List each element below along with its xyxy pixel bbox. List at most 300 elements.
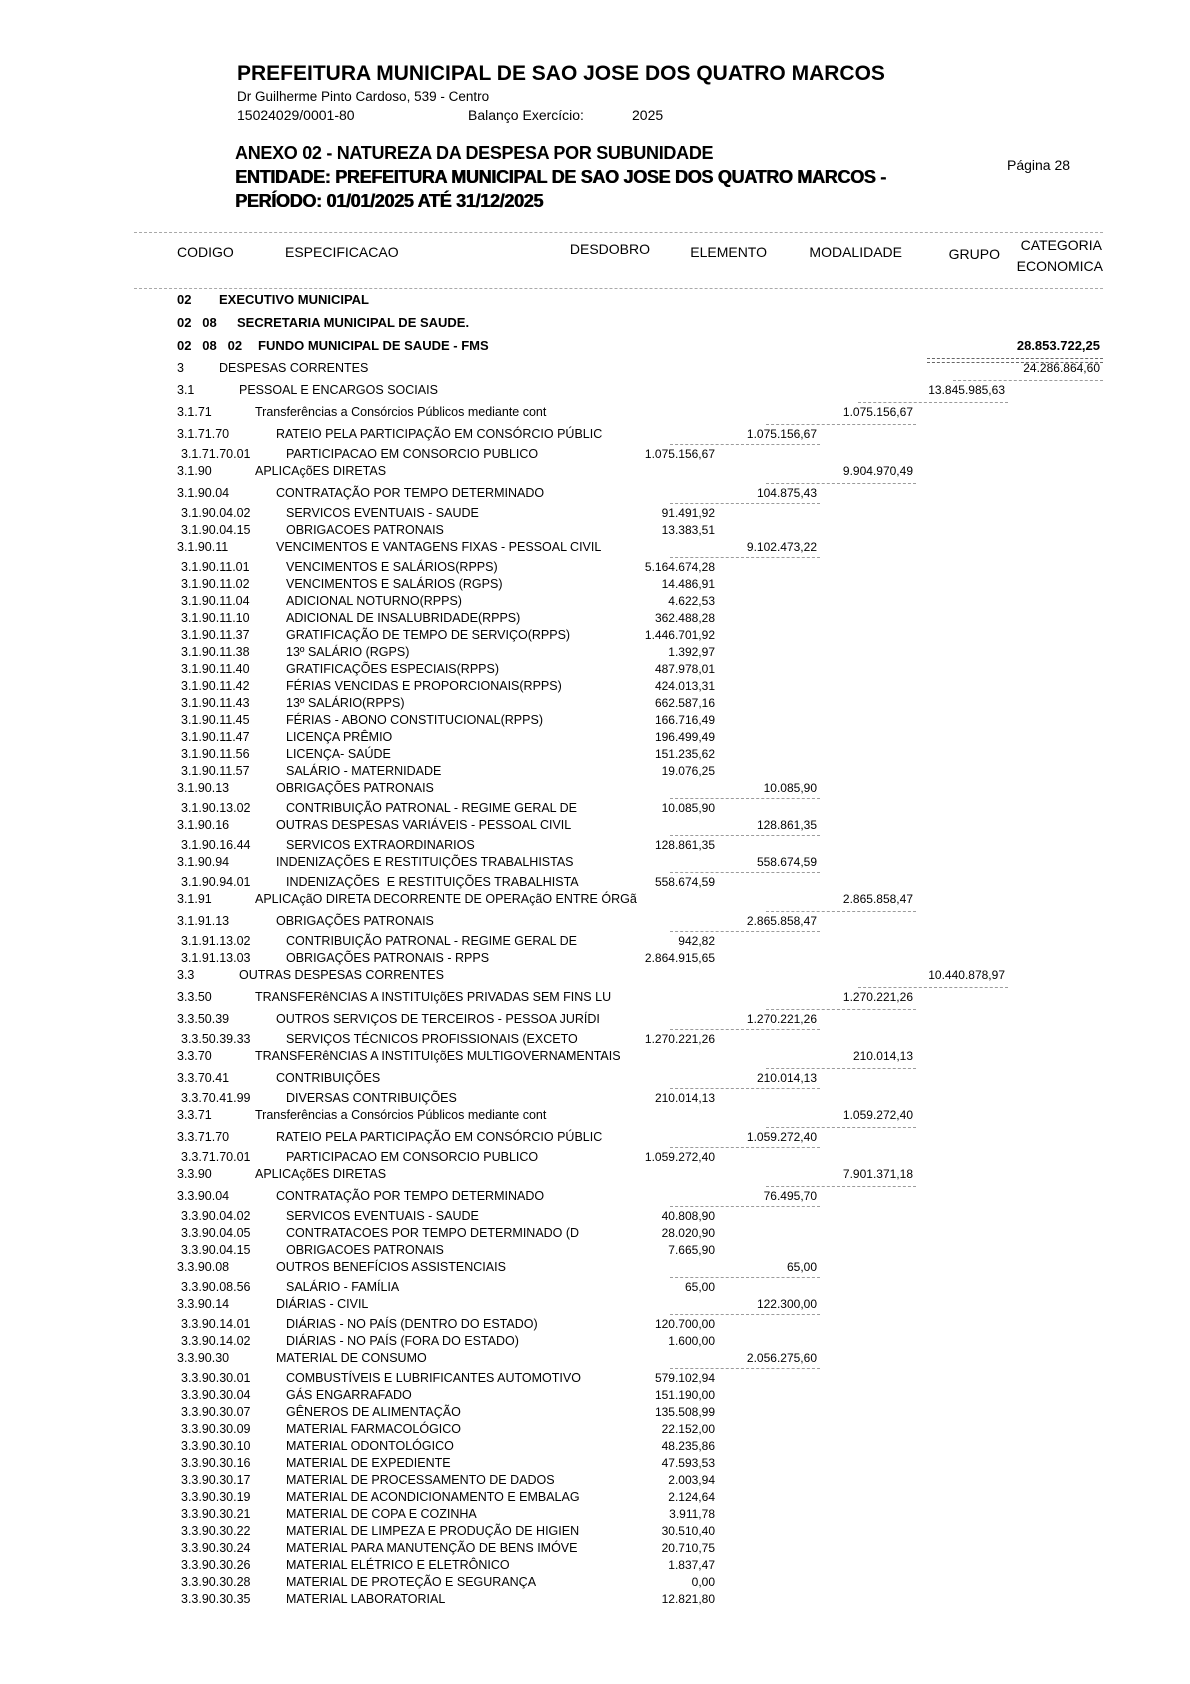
table-row bbox=[0, 838, 1190, 855]
row-value-desdobro: 10.085,90 bbox=[661, 801, 715, 815]
table-row bbox=[0, 990, 1190, 1012]
subtotal-rule bbox=[766, 1009, 916, 1010]
table-row bbox=[0, 1297, 1190, 1317]
row-value-desdobro: 942,82 bbox=[678, 934, 715, 948]
row-code: 3.3.70 bbox=[177, 1049, 212, 1063]
row-code: 3.3.90.30.07 bbox=[181, 1405, 251, 1419]
row-label: OBRIGACOES PATRONAIS bbox=[286, 523, 444, 537]
subtotal-rule bbox=[670, 835, 820, 836]
row-value-desdobro: 1.392,97 bbox=[668, 645, 715, 659]
row-value-desdobro: 135.508,99 bbox=[654, 1405, 715, 1419]
row-label: MATERIAL DE PROCESSAMENTO DE DADOS bbox=[286, 1473, 555, 1487]
table-row bbox=[0, 1260, 1190, 1280]
row-label: SECRETARIA MUNICIPAL DE SAUDE. bbox=[237, 315, 470, 330]
row-label: MATERIAL LABORATORIAL bbox=[286, 1592, 446, 1606]
row-label: EXECUTIVO MUNICIPAL bbox=[219, 292, 369, 307]
subtotal-rule bbox=[766, 1186, 916, 1187]
table-row bbox=[0, 1317, 1190, 1334]
row-code: 3.1.90.11.45 bbox=[181, 713, 250, 727]
row-value-elemento: 558.674,59 bbox=[756, 855, 817, 869]
subtotal-rule bbox=[670, 1206, 820, 1207]
annex-title: ANEXO 02 - NATUREZA DA DESPESA POR SUBUNIDADE bbox=[235, 143, 714, 163]
row-label: MATERIAL ODONTOLÓGICO bbox=[286, 1439, 454, 1453]
subtotal-rule bbox=[670, 557, 820, 558]
row-label: DIÁRIAS - CIVIL bbox=[276, 1297, 369, 1311]
row-label: CONTRIBUIÇÃO PATRONAL - REGIME GERAL DE bbox=[286, 801, 578, 815]
row-value-desdobro: 22.152,00 bbox=[661, 1422, 715, 1436]
subtotal-rule bbox=[670, 444, 820, 445]
table-row bbox=[0, 1150, 1190, 1167]
table-row bbox=[0, 292, 1190, 315]
row-value-desdobro: 4.622,53 bbox=[668, 594, 715, 608]
balance-exercise-label: Balanço Exercício: bbox=[468, 107, 584, 123]
table-row bbox=[0, 1091, 1190, 1108]
subtotal-rule bbox=[670, 1314, 820, 1315]
row-code: 3.3.90.14.01 bbox=[181, 1317, 251, 1331]
table-row bbox=[0, 1226, 1190, 1243]
table-row bbox=[0, 506, 1190, 523]
table-row bbox=[0, 338, 1190, 361]
row-label: Transferências a Consórcios Públicos mediante cont bbox=[255, 1108, 547, 1122]
row-value-desdobro: 19.076,25 bbox=[661, 764, 715, 778]
row-label: CONTRIBUIÇÕES bbox=[276, 1071, 381, 1085]
row-code: 3.3.70.41.99 bbox=[181, 1091, 251, 1105]
table-row bbox=[0, 427, 1190, 447]
row-label: CONTRIBUIÇÃO PATRONAL - REGIME GERAL DE bbox=[286, 934, 578, 948]
row-code: 3.1.90.94 bbox=[177, 855, 230, 869]
row-value-elemento: 1.270.221,26 bbox=[746, 1012, 817, 1026]
row-label: CONTRATACOES POR TEMPO DETERMINADO (D bbox=[286, 1226, 580, 1240]
table-row bbox=[0, 383, 1190, 405]
row-code: 3.1.90.04 bbox=[177, 486, 230, 500]
row-code: 3.3.90.30.04 bbox=[181, 1388, 251, 1402]
row-label: FÉRIAS VENCIDAS E PROPORCIONAIS(RPPS) bbox=[286, 679, 562, 693]
subtotal-rule bbox=[766, 424, 916, 425]
row-label: DIVERSAS CONTRIBUIÇÕES bbox=[286, 1091, 457, 1105]
row-label: OBRIGACOES PATRONAIS bbox=[286, 1243, 444, 1257]
row-code: 3.3.90.30.21 bbox=[181, 1507, 251, 1521]
subtotal-rule bbox=[670, 931, 820, 932]
row-label: APLICAçõES DIRETAS bbox=[255, 1167, 387, 1181]
row-code: 3.1.90.11.42 bbox=[181, 679, 250, 693]
table-row bbox=[0, 645, 1190, 662]
column-header-codigo: CODIGO bbox=[177, 244, 234, 260]
subtotal-rule bbox=[766, 1127, 916, 1128]
table-row bbox=[0, 1130, 1190, 1150]
row-value-desdobro: 30.510,40 bbox=[661, 1524, 715, 1538]
row-value-desdobro: 1.270.221,26 bbox=[644, 1032, 715, 1046]
row-value-desdobro: 48.235,86 bbox=[661, 1439, 715, 1453]
row-label: ADICIONAL DE INSALUBRIDADE(RPPS) bbox=[286, 611, 521, 625]
row-code: 3.3.90.30.10 bbox=[181, 1439, 251, 1453]
table-row bbox=[0, 1541, 1190, 1558]
table-row bbox=[0, 1439, 1190, 1456]
table-row bbox=[0, 540, 1190, 560]
row-code: 3.1.90.16 bbox=[177, 818, 230, 832]
row-value-desdobro: 2.124,64 bbox=[668, 1490, 715, 1504]
row-label: APLICAçõES DIRETAS bbox=[255, 464, 387, 478]
row-label: LICENÇA- SAÚDE bbox=[286, 747, 391, 761]
row-code: 3.1.90.04.02 bbox=[181, 506, 251, 520]
row-label: SERVICOS EXTRAORDINARIOS bbox=[286, 838, 475, 852]
row-label: OUTRAS DESPESAS VARIÁVEIS - PESSOAL CIVIL bbox=[276, 818, 572, 832]
row-label: GÊNEROS DE ALIMENTAÇÃO bbox=[286, 1405, 461, 1419]
column-header-desdobro: DESDOBRO bbox=[569, 241, 650, 257]
table-row bbox=[0, 1388, 1190, 1405]
row-label: GRATIFICAÇÕES ESPECIAIS(RPPS) bbox=[286, 662, 500, 676]
table-row bbox=[0, 892, 1190, 914]
row-label: RATEIO PELA PARTICIPAÇÃO EM CONSÓRCIO PÚBLIC bbox=[276, 1130, 603, 1144]
row-value-desdobro: 2.003,94 bbox=[668, 1473, 715, 1487]
row-value-desdobro: 487.978,01 bbox=[654, 662, 715, 676]
table-row bbox=[0, 560, 1190, 577]
table-row bbox=[0, 764, 1190, 781]
row-label: VENCIMENTOS E SALÁRIOS (RGPS) bbox=[286, 577, 503, 591]
row-label: APLICAçãO DIRETA DECORRENTE DE OPERAçãO ENTRE ÓRGã bbox=[255, 892, 637, 906]
row-value-elemento: 9.102.473,22 bbox=[746, 540, 817, 554]
row-label: PARTICIPACAO EM CONSORCIO PUBLICO bbox=[286, 1150, 539, 1164]
table-row bbox=[0, 405, 1190, 427]
row-value-desdobro: 1.446.701,92 bbox=[644, 628, 715, 642]
table-row bbox=[0, 875, 1190, 892]
row-value-desdobro: 128.861,35 bbox=[654, 838, 715, 852]
row-value-desdobro: 1.837,47 bbox=[668, 1558, 715, 1572]
row-code: 3.1.91.13.02 bbox=[181, 934, 251, 948]
table-row bbox=[0, 696, 1190, 713]
page-number: Página 28 bbox=[1007, 157, 1071, 173]
table-row bbox=[0, 1243, 1190, 1260]
table-row bbox=[0, 1167, 1190, 1189]
row-code: 3.3.90.14 bbox=[177, 1297, 230, 1311]
row-value-desdobro: 5.164.674,28 bbox=[644, 560, 715, 574]
row-label: COMBUSTÍVEIS E LUBRIFICANTES AUTOMOTIVO bbox=[286, 1371, 581, 1385]
row-code: 3.1.90.11.57 bbox=[181, 764, 250, 778]
row-code: 3.1.71.70.01 bbox=[181, 447, 251, 461]
row-code: 3.3.90.14.02 bbox=[181, 1334, 251, 1348]
row-label: MATERIAL DE CONSUMO bbox=[276, 1351, 427, 1365]
table-row bbox=[0, 1012, 1190, 1032]
table-row bbox=[0, 1209, 1190, 1226]
row-label: MATERIAL DE EXPEDIENTE bbox=[286, 1456, 451, 1470]
table-row bbox=[0, 611, 1190, 628]
row-code: 3.1.90.04.15 bbox=[181, 523, 251, 537]
row-label: MATERIAL DE COPA E COZINHA bbox=[286, 1507, 477, 1521]
row-value-desdobro: 3.911,78 bbox=[669, 1507, 715, 1521]
row-code: 3.1.90.11.40 bbox=[181, 662, 250, 676]
row-label: Transferências a Consórcios Públicos mediante cont bbox=[255, 405, 547, 419]
row-value-desdobro: 40.808,90 bbox=[661, 1209, 715, 1223]
row-label: OBRIGAÇÕES PATRONAIS bbox=[276, 914, 434, 928]
row-value-desdobro: 166.716,49 bbox=[654, 713, 715, 727]
row-code: 3.3.71.70.01 bbox=[181, 1150, 251, 1164]
row-value-desdobro: 151.235,62 bbox=[654, 747, 715, 761]
row-code: 3.3.90.30.01 bbox=[181, 1371, 251, 1385]
row-value-desdobro: 210.014,13 bbox=[654, 1091, 715, 1105]
row-code: 3.3.90.08.56 bbox=[181, 1280, 251, 1294]
row-label: SERVICOS EVENTUAIS - SAUDE bbox=[286, 506, 479, 520]
row-code: 3.3.90.30.28 bbox=[181, 1575, 251, 1589]
row-code: 3.3.90.30.09 bbox=[181, 1422, 251, 1436]
table-row bbox=[0, 1351, 1190, 1371]
row-value-desdobro: 65,00 bbox=[684, 1280, 715, 1294]
table-row bbox=[0, 1507, 1190, 1524]
row-value-elemento: 122.300,00 bbox=[756, 1297, 817, 1311]
table-row bbox=[0, 628, 1190, 645]
row-label: FÉRIAS - ABONO CONSTITUCIONAL(RPPS) bbox=[286, 713, 543, 727]
row-code: 3.3.90.30.24 bbox=[181, 1541, 251, 1555]
table-row bbox=[0, 1473, 1190, 1490]
row-code: 3.1.90.11.37 bbox=[181, 628, 250, 642]
row-code: 3.3.90.08 bbox=[177, 1260, 230, 1274]
row-value-desdobro: 7.665,90 bbox=[668, 1243, 715, 1257]
row-label: MATERIAL DE ACONDICIONAMENTO E EMBALAG bbox=[286, 1490, 580, 1504]
table-row bbox=[0, 1280, 1190, 1297]
table-row bbox=[0, 730, 1190, 747]
row-value-desdobro: 362.488,28 bbox=[654, 611, 715, 625]
table-row bbox=[0, 1405, 1190, 1422]
row-label: FUNDO MUNICIPAL DE SAUDE - FMS bbox=[258, 338, 489, 353]
row-label: DIÁRIAS - NO PAÍS (DENTRO DO ESTADO) bbox=[286, 1317, 538, 1331]
table-row bbox=[0, 1575, 1190, 1592]
row-label: VENCIMENTOS E SALÁRIOS(RPPS) bbox=[286, 560, 498, 574]
row-label: MATERIAL DE PROTEÇÃO E SEGURANÇA bbox=[286, 1575, 537, 1589]
row-value-modalidade: 1.059.272,40 bbox=[842, 1108, 913, 1122]
subtotal-rule bbox=[670, 1277, 820, 1278]
row-code: 3.1.90 bbox=[177, 464, 212, 478]
row-code: 3.3.90.04 bbox=[177, 1189, 230, 1203]
row-label: MATERIAL FARMACOLÓGICO bbox=[286, 1422, 462, 1436]
table-row bbox=[0, 1032, 1190, 1049]
row-value-grupo: 13.845.985,63 bbox=[928, 383, 1005, 397]
column-header-grupo: GRUPO bbox=[948, 246, 1000, 262]
row-code: 02 08 bbox=[177, 315, 217, 330]
row-value-desdobro: 579.102,94 bbox=[654, 1371, 715, 1385]
subtotal-rule bbox=[766, 483, 916, 484]
table-row bbox=[0, 577, 1190, 594]
subtotal-rule bbox=[670, 798, 820, 799]
subtotal-rule bbox=[858, 402, 1008, 403]
entity-line: ENTIDADE: PREFEITURA MUNICIPAL DE SAO JOSE DOS QUATRO MARCOS - bbox=[235, 167, 886, 187]
row-code: 3.3.90.04.05 bbox=[181, 1226, 251, 1240]
row-value-desdobro: 196.499,49 bbox=[654, 730, 715, 744]
table-row bbox=[0, 1490, 1190, 1507]
table-row bbox=[0, 951, 1190, 968]
row-code: 3.3.50.39.33 bbox=[181, 1032, 251, 1046]
row-label: SALÁRIO - MATERNIDADE bbox=[286, 764, 442, 778]
row-value-desdobro: 1.600,00 bbox=[668, 1334, 715, 1348]
row-code: 3.3.50 bbox=[177, 990, 212, 1004]
row-value-modalidade: 1.075.156,67 bbox=[842, 405, 913, 419]
row-label: SERVICOS EVENTUAIS - SAUDE bbox=[286, 1209, 479, 1223]
row-label: SALÁRIO - FAMÍLIA bbox=[286, 1280, 400, 1294]
subtotal-rule bbox=[670, 1368, 820, 1369]
row-value-modalidade: 1.270.221,26 bbox=[842, 990, 913, 1004]
table-row bbox=[0, 594, 1190, 611]
table-row bbox=[0, 1071, 1190, 1091]
row-label: MATERIAL DE LIMPEZA E PRODUÇÃO DE HIGIEN bbox=[286, 1524, 580, 1538]
row-value-elemento: 210.014,13 bbox=[756, 1071, 817, 1085]
header-divider-bottom bbox=[134, 288, 1103, 289]
table-row bbox=[0, 934, 1190, 951]
table-row bbox=[0, 855, 1190, 875]
row-code: 3.3.90.30.16 bbox=[181, 1456, 251, 1470]
row-value-desdobro: 91.491,92 bbox=[661, 506, 715, 520]
row-label: MATERIAL ELÉTRICO E ELETRÔNICO bbox=[286, 1558, 510, 1572]
row-label: OUTROS SERVIÇOS DE TERCEIROS - PESSOA JURÍDI bbox=[276, 1012, 600, 1026]
table-row bbox=[0, 679, 1190, 696]
column-header-categoria-economica-line2: ECONOMICA bbox=[1016, 258, 1103, 274]
table-row bbox=[0, 486, 1190, 506]
subtotal-rule bbox=[670, 872, 820, 873]
row-label: GRATIFICAÇÃO DE TEMPO DE SERVIÇO(RPPS) bbox=[286, 628, 571, 642]
row-value-categoria: 24.286.864,60 bbox=[1023, 361, 1100, 375]
row-code: 3.1.90.11.01 bbox=[181, 560, 250, 574]
row-code: 3.1 bbox=[177, 383, 195, 397]
row-code: 3.1.71 bbox=[177, 405, 212, 419]
table-row bbox=[0, 315, 1190, 338]
row-code: 3.3.90.30.17 bbox=[181, 1473, 251, 1487]
row-code: 3.1.71.70 bbox=[177, 427, 230, 441]
row-value-desdobro: 662.587,16 bbox=[654, 696, 715, 710]
row-code: 3.3.70.41 bbox=[177, 1071, 230, 1085]
subtotal-rule bbox=[670, 1147, 820, 1148]
row-value-desdobro: 14.486,91 bbox=[661, 577, 715, 591]
subtotal-rule bbox=[953, 380, 1103, 381]
row-label: ADICIONAL NOTURNO(RPPS) bbox=[286, 594, 462, 608]
row-label: RATEIO PELA PARTICIPAÇÃO EM CONSÓRCIO PÚBLIC bbox=[276, 427, 603, 441]
row-label: OUTRAS DESPESAS CORRENTES bbox=[239, 968, 444, 982]
address-line: Dr Guilherme Pinto Cardoso, 539 - Centro bbox=[237, 89, 490, 104]
table-row bbox=[0, 747, 1190, 764]
municipality-title: PREFEITURA MUNICIPAL DE SAO JOSE DOS QUATRO MARCOS bbox=[237, 62, 885, 85]
row-label: TRANSFERêNCIAS A INSTITUIçõES PRIVADAS SEM FINS LU bbox=[255, 990, 612, 1004]
row-value-modalidade: 9.904.970,49 bbox=[842, 464, 913, 478]
row-code: 3.1.90.11.43 bbox=[181, 696, 250, 710]
table-row bbox=[0, 1371, 1190, 1388]
subtotal-rule bbox=[670, 1088, 820, 1089]
row-value-categoria: 28.853.722,25 bbox=[1016, 338, 1100, 353]
row-value-desdobro: 2.864.915,65 bbox=[644, 951, 715, 965]
row-value-modalidade: 7.901.371,18 bbox=[842, 1167, 913, 1181]
row-code: 3.3.90.30.22 bbox=[181, 1524, 251, 1538]
row-code: 3.3.50.39 bbox=[177, 1012, 230, 1026]
header-divider-top bbox=[134, 232, 1103, 233]
row-value-elemento: 1.075.156,67 bbox=[746, 427, 817, 441]
row-value-desdobro: 151.190,00 bbox=[654, 1388, 715, 1402]
row-label: PARTICIPACAO EM CONSORCIO PUBLICO bbox=[286, 447, 539, 461]
row-code: 3.3.90.30.35 bbox=[181, 1592, 251, 1606]
row-code: 02 bbox=[177, 292, 192, 307]
period-line: PERÍODO: 01/01/2025 ATÉ 31/12/2025 bbox=[235, 191, 543, 211]
row-code: 3.1.90.13 bbox=[177, 781, 230, 795]
row-value-desdobro: 13.383,51 bbox=[661, 523, 715, 537]
subtotal-rule bbox=[670, 1029, 820, 1030]
table-row bbox=[0, 361, 1190, 383]
row-value-desdobro: 1.075.156,67 bbox=[644, 447, 715, 461]
table-row bbox=[0, 968, 1190, 990]
row-code: 3.1.90.11.47 bbox=[181, 730, 250, 744]
row-value-elemento: 104.875,43 bbox=[756, 486, 817, 500]
row-label: SERVIÇOS TÉCNICOS PROFISSIONAIS (EXCETO bbox=[286, 1032, 578, 1046]
row-code: 3.1.90.13.02 bbox=[181, 801, 251, 815]
row-code: 3.1.91.13.03 bbox=[181, 951, 251, 965]
row-value-desdobro: 0,00 bbox=[691, 1575, 715, 1589]
table-row bbox=[0, 1456, 1190, 1473]
row-code: 3.1.90.11 bbox=[177, 540, 229, 554]
row-code: 3.1.91 bbox=[177, 892, 212, 906]
row-value-desdobro: 120.700,00 bbox=[654, 1317, 715, 1331]
row-code: 3.3.90.04.02 bbox=[181, 1209, 251, 1223]
row-label: OUTROS BENEFÍCIOS ASSISTENCIAIS bbox=[276, 1260, 506, 1274]
row-code: 3 bbox=[177, 361, 184, 375]
table-row bbox=[0, 523, 1190, 540]
row-label: INDENIZAÇÕES E RESTITUIÇÕES TRABALHISTAS bbox=[276, 855, 574, 869]
row-code: 3.3 bbox=[177, 968, 195, 982]
column-header-especificacao: ESPECIFICACAO bbox=[285, 244, 399, 260]
row-label: INDENIZAÇÕES E RESTITUIÇÕES TRABALHISTA bbox=[286, 875, 579, 889]
row-code: 3.3.90.30.19 bbox=[181, 1490, 251, 1504]
row-code: 3.1.90.11.04 bbox=[181, 594, 250, 608]
row-value-modalidade: 210.014,13 bbox=[852, 1049, 913, 1063]
row-label: OBRIGAÇÕES PATRONAIS - RPPS bbox=[286, 951, 490, 965]
row-code: 3.3.90.04.15 bbox=[181, 1243, 251, 1257]
table-row bbox=[0, 1592, 1190, 1609]
row-label: VENCIMENTOS E VANTAGENS FIXAS - PESSOAL CIVIL bbox=[276, 540, 602, 554]
row-label: 13º SALÁRIO (RGPS) bbox=[286, 645, 410, 659]
table-row bbox=[0, 1049, 1190, 1071]
expense-table-body bbox=[0, 292, 1190, 1609]
row-code: 3.1.90.11.02 bbox=[181, 577, 250, 591]
table-row bbox=[0, 464, 1190, 486]
row-label: TRANSFERêNCIAS A INSTITUIçõES MULTIGOVERNAMENTAIS bbox=[255, 1049, 621, 1063]
balance-exercise-year: 2025 bbox=[632, 107, 664, 123]
row-code: 3.1.91.13 bbox=[177, 914, 230, 928]
row-value-elemento: 1.059.272,40 bbox=[746, 1130, 817, 1144]
row-label: CONTRATAÇÃO POR TEMPO DETERMINADO bbox=[276, 486, 545, 500]
table-row bbox=[0, 801, 1190, 818]
row-label: DESPESAS CORRENTES bbox=[219, 361, 369, 375]
row-value-desdobro: 1.059.272,40 bbox=[644, 1150, 715, 1164]
row-value-desdobro: 12.821,80 bbox=[661, 1592, 715, 1606]
subtotal-rule bbox=[766, 1068, 916, 1069]
row-label: DIÁRIAS - NO PAÍS (FORA DO ESTADO) bbox=[286, 1334, 519, 1348]
row-value-desdobro: 424.013,31 bbox=[654, 679, 715, 693]
table-row bbox=[0, 447, 1190, 464]
row-label: PESSOAL E ENCARGOS SOCIAIS bbox=[239, 383, 438, 397]
row-value-elemento: 128.861,35 bbox=[756, 818, 817, 832]
row-value-elemento: 2.056.275,60 bbox=[746, 1351, 817, 1365]
row-value-desdobro: 558.674,59 bbox=[654, 875, 715, 889]
table-row bbox=[0, 781, 1190, 801]
row-value-elemento: 65,00 bbox=[786, 1260, 817, 1274]
row-label: CONTRATAÇÃO POR TEMPO DETERMINADO bbox=[276, 1189, 545, 1203]
row-label: OBRIGAÇÕES PATRONAIS bbox=[276, 781, 434, 795]
column-header-elemento: ELEMENTO bbox=[690, 244, 767, 260]
row-value-elemento: 2.865.858,47 bbox=[746, 914, 817, 928]
row-code: 3.1.90.94.01 bbox=[181, 875, 251, 889]
subtotal-rule bbox=[670, 503, 820, 504]
row-code: 02 08 02 bbox=[177, 338, 243, 353]
row-value-elemento: 10.085,90 bbox=[763, 781, 817, 795]
row-code: 3.1.90.11.38 bbox=[181, 645, 250, 659]
row-label: MATERIAL PARA MANUTENÇÃO DE BENS IMÓVE bbox=[286, 1541, 578, 1555]
row-code: 3.3.90.30.26 bbox=[181, 1558, 251, 1572]
table-row bbox=[0, 1108, 1190, 1130]
row-value-elemento: 76.495,70 bbox=[763, 1189, 817, 1203]
row-code: 3.3.90 bbox=[177, 1167, 212, 1181]
row-code: 3.1.90.11.10 bbox=[181, 611, 250, 625]
table-row bbox=[0, 1524, 1190, 1541]
